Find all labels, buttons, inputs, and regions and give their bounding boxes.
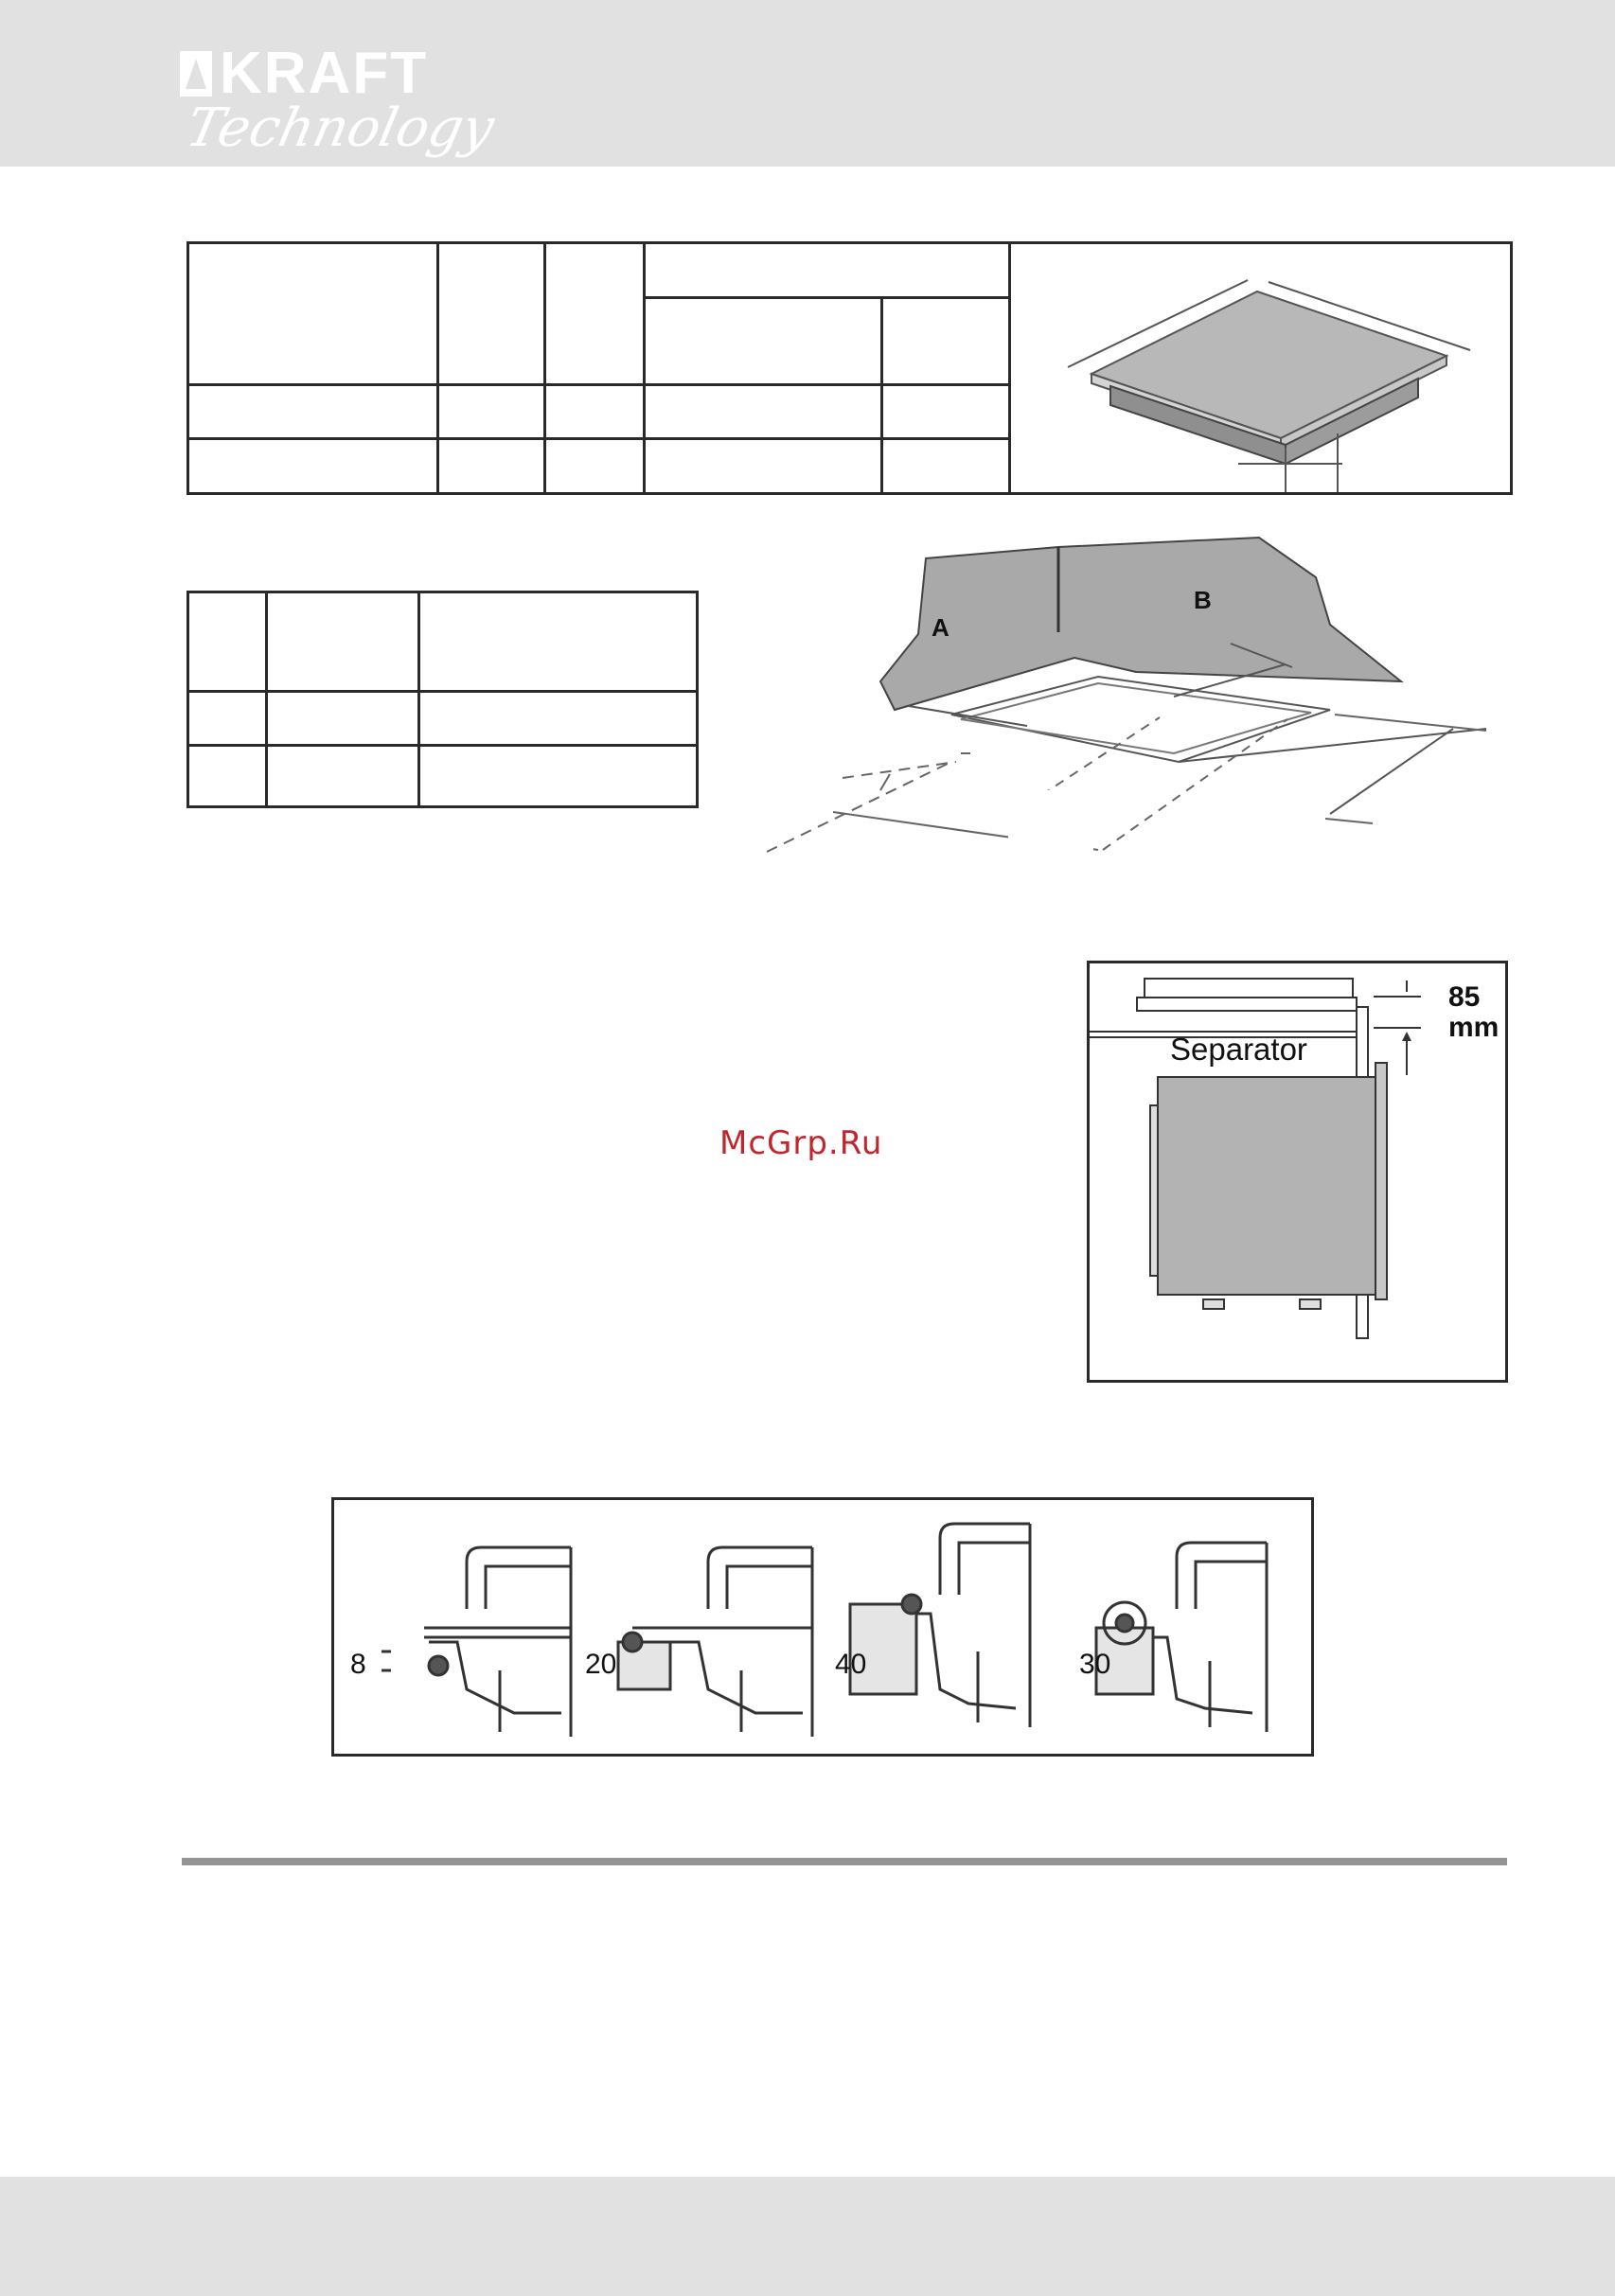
thickness-label: 40: [835, 1649, 867, 1680]
table-cell: [267, 746, 419, 807]
clearance-table: [186, 591, 699, 808]
bracket-figure-4: [1096, 1543, 1267, 1732]
table-cell: [645, 298, 882, 384]
table-cell: [545, 243, 645, 385]
table-cell: [545, 384, 645, 438]
table-cell: [545, 438, 645, 493]
separator-label: Separator: [1170, 1032, 1307, 1067]
table-cell: [188, 746, 267, 807]
brand-logo: [180, 41, 540, 168]
table-cell: [645, 384, 882, 438]
bracket-figure-2: [618, 1547, 812, 1737]
dimensions-table: [186, 241, 1011, 495]
thickness-label: 20: [585, 1649, 617, 1680]
table-cell: [267, 592, 419, 692]
footer-band: [0, 2177, 1615, 2296]
separator-diagram-box: [1087, 961, 1508, 1383]
brand-word: KRAFT: [220, 41, 429, 106]
table-cell: [267, 692, 419, 746]
table-cell: [882, 384, 1010, 438]
niche-diagram: [757, 530, 1515, 880]
table-cell: [188, 438, 438, 493]
hob-illustration-box: [1008, 241, 1513, 495]
table-cell: [438, 384, 545, 438]
table-cell: [882, 438, 1010, 493]
table-cell: [645, 438, 882, 493]
table-cell: [419, 746, 698, 807]
watermark: McGrp.Ru: [719, 1124, 883, 1162]
hob-drawing: [1011, 244, 1516, 498]
wall-label-a: A: [932, 613, 949, 642]
table-cell: [438, 438, 545, 493]
dimension-value: 85: [1448, 981, 1481, 1013]
table-cell: [188, 692, 267, 746]
thickness-label: 30: [1079, 1649, 1111, 1680]
dimension-unit: mm: [1448, 1012, 1500, 1043]
bracket-figure-1: [382, 1547, 571, 1737]
brand-script: Technology: [181, 97, 500, 159]
fixing-bracket-drawing: [334, 1500, 1317, 1759]
table-cell: [419, 692, 698, 746]
dimension-label: [1448, 982, 1499, 1043]
fixing-bracket-box: [331, 1497, 1314, 1757]
table-cell: [419, 592, 698, 692]
table-cell: [188, 243, 438, 385]
table-cell: [188, 592, 267, 692]
table-cell: [645, 243, 1010, 298]
logo-triangle-icon: [180, 51, 212, 97]
thickness-label: 8: [350, 1649, 366, 1680]
bracket-figure-3: [850, 1524, 1030, 1727]
section-divider: [182, 1858, 1507, 1865]
table-cell: [438, 243, 545, 385]
brand-wordmark: [180, 41, 429, 106]
table-cell: [882, 298, 1010, 384]
wall-label-b: B: [1194, 586, 1212, 614]
table-cell: [188, 384, 438, 438]
